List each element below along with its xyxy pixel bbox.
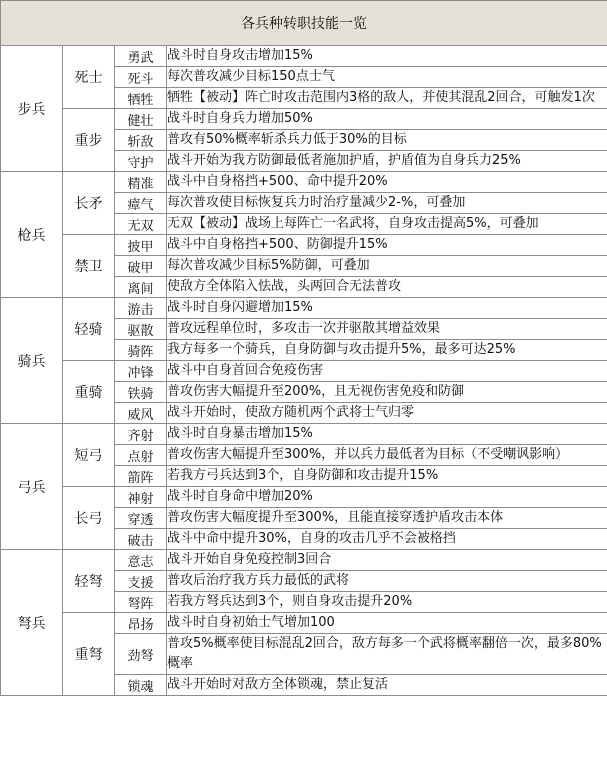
- skill-name-cell: 披甲: [115, 235, 167, 256]
- skill-desc-cell: 我方每多一个骑兵，自身防御与攻击提升5%，最多可达25%: [167, 340, 607, 361]
- skill-name-cell: 昂扬: [115, 613, 167, 634]
- subclass-cell: 重步: [63, 109, 115, 172]
- skill-name-cell: 弩阵: [115, 592, 167, 613]
- skill-desc-cell: 战斗时自身兵力增加50%: [167, 109, 607, 130]
- branch-cell: 弩兵: [1, 550, 63, 696]
- table-row: [1, 361, 607, 382]
- title-row: [1, 1, 607, 46]
- skill-desc-cell: 战斗中自身格挡+500、命中提升20%: [167, 172, 607, 193]
- skill-name-cell: 斩敌: [115, 130, 167, 151]
- skill-name-cell: 劲弩: [115, 634, 167, 675]
- skill-name-cell: 离间: [115, 277, 167, 298]
- skill-desc-cell: 战斗时自身初始士气增加100: [167, 613, 607, 634]
- table-row: [1, 298, 607, 319]
- skill-name-cell: 点射: [115, 445, 167, 466]
- skill-desc-cell: 普攻5%概率使目标混乱2回合，敌方每多一个武将概率翻倍一次，最多80%概率: [167, 634, 607, 675]
- branch-cell: 骑兵: [1, 298, 63, 424]
- skill-name-cell: 神射: [115, 487, 167, 508]
- table-row: [1, 613, 607, 634]
- skill-name-cell: 守护: [115, 151, 167, 172]
- skill-name-cell: 健壮: [115, 109, 167, 130]
- subclass-cell: 重弩: [63, 613, 115, 696]
- skill-desc-cell: 战斗开始时对敌方全体锁魂，禁止复活: [167, 675, 607, 696]
- skill-desc-cell: 若我方弩兵达到3个，则自身攻击提升20%: [167, 592, 607, 613]
- skill-desc-cell: 战斗中自身格挡+500、防御提升15%: [167, 235, 607, 256]
- skill-name-cell: 骑阵: [115, 340, 167, 361]
- table-row: [1, 46, 607, 67]
- skill-desc-cell: 普攻远程单位时，多攻击一次并驱散其增益效果: [167, 319, 607, 340]
- skill-name-cell: 冲锋: [115, 361, 167, 382]
- skill-name-cell: 牺牲: [115, 88, 167, 109]
- skill-name-cell: 驱散: [115, 319, 167, 340]
- skill-desc-cell: 普攻后治疗我方兵力最低的武将: [167, 571, 607, 592]
- skill-name-cell: 意志: [115, 550, 167, 571]
- skill-name-cell: 死斗: [115, 67, 167, 88]
- skill-desc-cell: 使敌方全体陷入怯战，头两回合无法普攻: [167, 277, 607, 298]
- skill-name-cell: 锁魂: [115, 675, 167, 696]
- table-title: 各兵种转职技能一览: [1, 1, 607, 46]
- skill-desc-cell: 无双【被动】战场上每阵亡一名武将，自身攻击提高5%，可叠加: [167, 214, 607, 235]
- table-body: [1, 46, 607, 696]
- skill-name-cell: 勇武: [115, 46, 167, 67]
- subclass-cell: 死士: [63, 46, 115, 109]
- skill-name-cell: 精准: [115, 172, 167, 193]
- table-row: [1, 235, 607, 256]
- skill-desc-cell: 普攻伤害大幅提升至200%，且无视伤害免疫和防御: [167, 382, 607, 403]
- subclass-cell: 重骑: [63, 361, 115, 424]
- skill-name-cell: 支援: [115, 571, 167, 592]
- skill-desc-cell: 战斗时自身攻击增加15%: [167, 46, 607, 67]
- skill-name-cell: 无双: [115, 214, 167, 235]
- skill-name-cell: 穿透: [115, 508, 167, 529]
- subclass-cell: 禁卫: [63, 235, 115, 298]
- skill-name-cell: 瘴气: [115, 193, 167, 214]
- branch-cell: 弓兵: [1, 424, 63, 550]
- skill-desc-cell: 牺牲【被动】阵亡时攻击范围内3格的敌人，并使其混乱2回合，可触发1次: [167, 88, 607, 109]
- skill-desc-cell: 每次普攻使目标恢复兵力时治疗量减少2-%，可叠加: [167, 193, 607, 214]
- skill-desc-cell: 战斗中自身首回合免疫伤害: [167, 361, 607, 382]
- skill-name-cell: 游击: [115, 298, 167, 319]
- skill-name-cell: 破甲: [115, 256, 167, 277]
- subclass-cell: 轻骑: [63, 298, 115, 361]
- skill-name-cell: 威风: [115, 403, 167, 424]
- skill-desc-cell: 战斗开始时，使敌方随机两个武将士气归零: [167, 403, 607, 424]
- table-row: [1, 550, 607, 571]
- skill-desc-cell: 普攻有50%概率斩杀兵力低于30%的目标: [167, 130, 607, 151]
- table-row: [1, 172, 607, 193]
- skill-name-cell: 箭阵: [115, 466, 167, 487]
- skill-name-cell: 铁骑: [115, 382, 167, 403]
- skill-desc-cell: 若我方弓兵达到3个，自身防御和攻击提升15%: [167, 466, 607, 487]
- subclass-cell: 长弓: [63, 487, 115, 550]
- branch-cell: 步兵: [1, 46, 63, 172]
- skill-desc-cell: 普攻伤害大幅度提升至300%，且能直接穿透护盾攻击本体: [167, 508, 607, 529]
- table-row: [1, 424, 607, 445]
- skill-desc-cell: 战斗中命中提升30%，自身的攻击几乎不会被格挡: [167, 529, 607, 550]
- subclass-cell: 轻弩: [63, 550, 115, 613]
- skill-desc-cell: 每次普攻减少目标150点士气: [167, 67, 607, 88]
- skill-desc-cell: 战斗时自身命中增加20%: [167, 487, 607, 508]
- table-row: [1, 109, 607, 130]
- subclass-cell: 长矛: [63, 172, 115, 235]
- skill-desc-cell: 战斗开始为我方防御最低者施加护盾，护盾值为自身兵力25%: [167, 151, 607, 172]
- skill-desc-cell: 普攻伤害大幅提升至300%，并以兵力最低者为目标（不受嘲讽影响）: [167, 445, 607, 466]
- skill-desc-cell: 战斗时自身暴击增加15%: [167, 424, 607, 445]
- skill-name-cell: 齐射: [115, 424, 167, 445]
- skill-desc-cell: 每次普攻减少目标5%防御，可叠加: [167, 256, 607, 277]
- skill-desc-cell: 战斗开始自身免疫控制3回合: [167, 550, 607, 571]
- branch-cell: 枪兵: [1, 172, 63, 298]
- skill-name-cell: 破击: [115, 529, 167, 550]
- table-row: [1, 487, 607, 508]
- subclass-cell: 短弓: [63, 424, 115, 487]
- skill-desc-cell: 战斗时自身闪避增加15%: [167, 298, 607, 319]
